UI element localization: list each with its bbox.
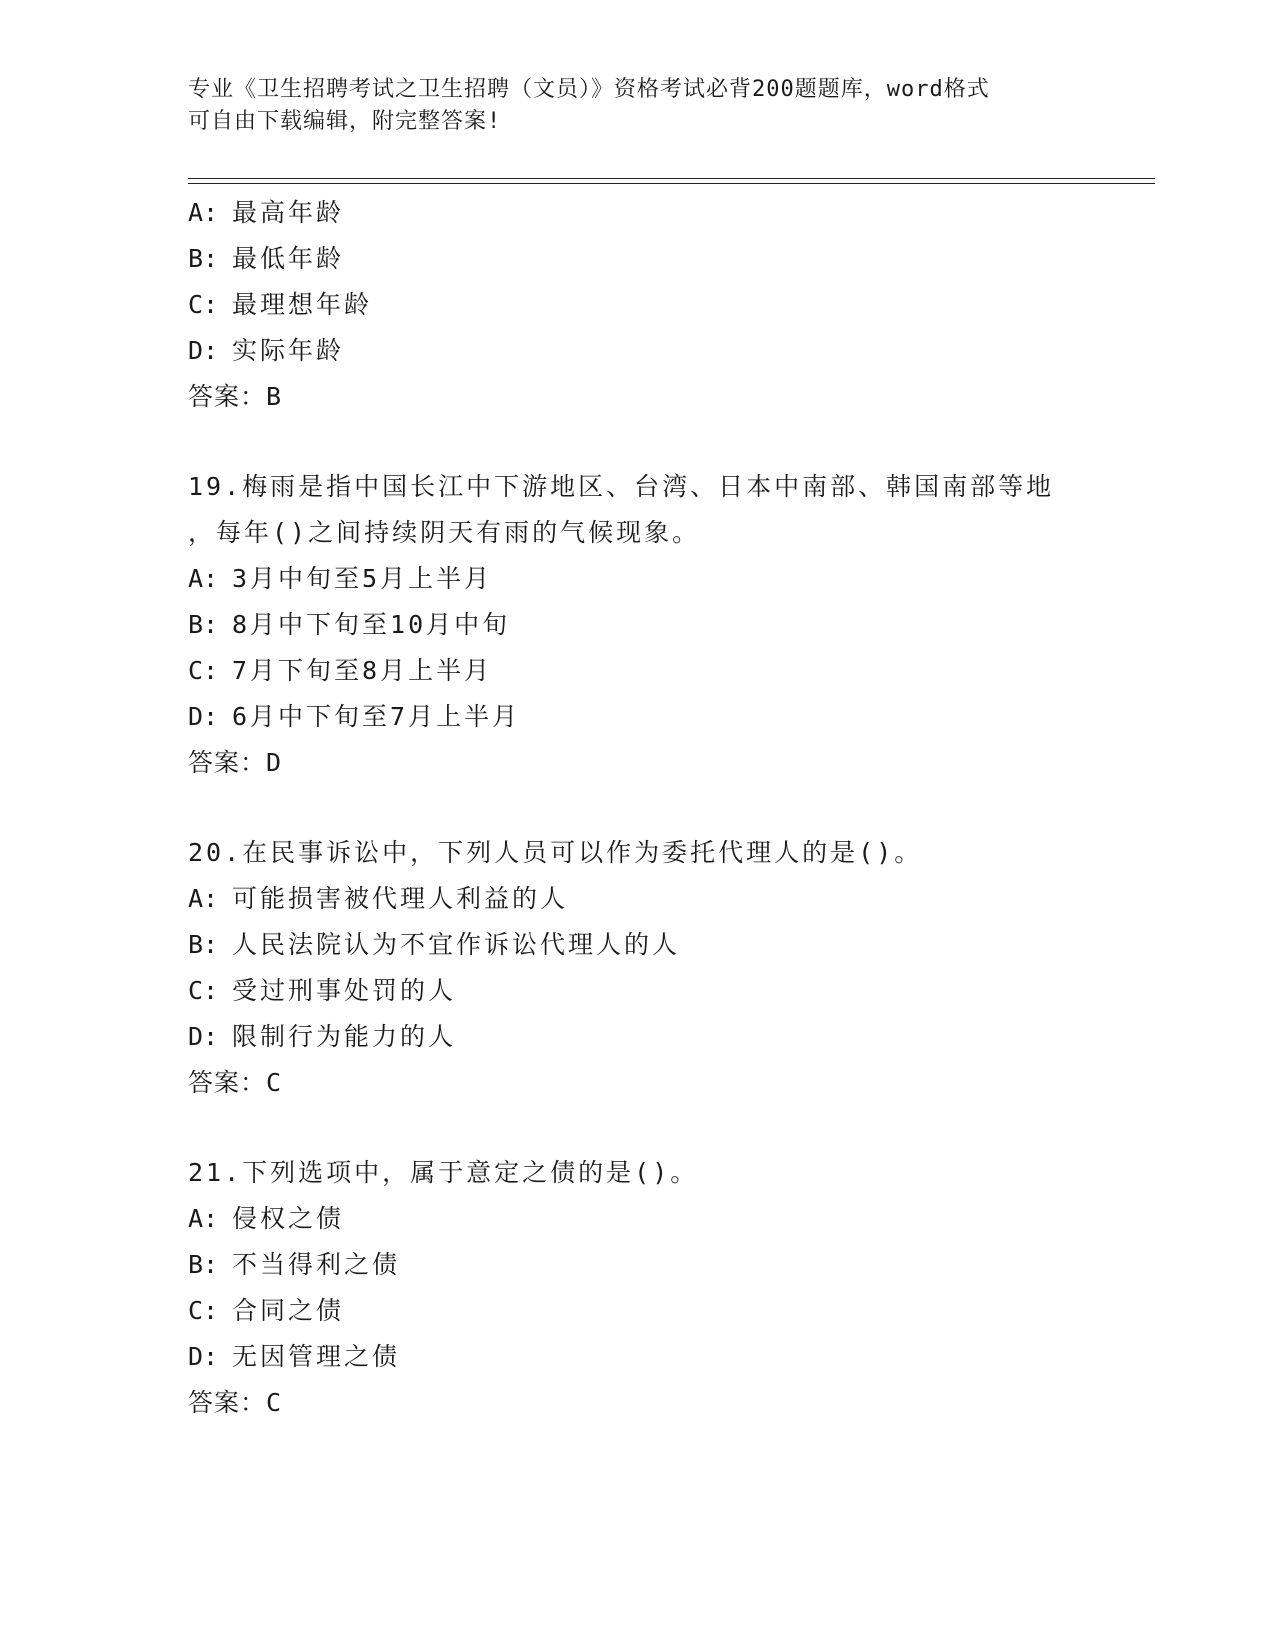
- option-label: A:: [188, 884, 219, 913]
- option-c: [188, 968, 1148, 1014]
- option-label: B:: [188, 610, 219, 639]
- option-b: [188, 1242, 1148, 1288]
- option-text: 限制行为能力的人: [232, 1022, 457, 1051]
- option-label: C:: [188, 976, 219, 1005]
- option-text: 不当得利之债: [232, 1250, 401, 1279]
- answer-line: 答案：B: [188, 382, 283, 411]
- option-label: D:: [188, 1342, 219, 1371]
- option-label: C:: [188, 1296, 219, 1325]
- question-spacer: [188, 1106, 1148, 1150]
- option-label: A:: [188, 564, 219, 593]
- option-d: [188, 1014, 1148, 1060]
- option-b: [188, 922, 1148, 968]
- answer-line: 答案：D: [188, 748, 283, 777]
- question-20: [188, 830, 1148, 1106]
- option-label: A:: [188, 1204, 219, 1233]
- option-label: B:: [188, 244, 219, 273]
- option-text: 6月中下旬至7月上半月: [232, 702, 521, 731]
- option-text: 可能损害被代理人利益的人: [232, 884, 569, 913]
- header-title-line-1: 专业《卫生招聘考试之卫生招聘（文员）》资格考试必背200题题库，word格式: [188, 77, 990, 102]
- option-text: 最高年龄: [232, 198, 345, 227]
- option-d: [188, 694, 1148, 740]
- header-divider-top: [188, 178, 1155, 179]
- option-label: C:: [188, 656, 219, 685]
- option-a: [188, 190, 1148, 236]
- option-text: 3月中旬至5月上半月: [232, 564, 493, 593]
- header-divider-bottom: [188, 183, 1155, 184]
- option-c: [188, 648, 1148, 694]
- question-spacer: [188, 420, 1148, 464]
- option-label: A:: [188, 198, 219, 227]
- option-text: 人民法院认为不宜作诉讼代理人的人: [232, 930, 681, 959]
- option-text: 受过刑事处罚的人: [232, 976, 457, 1005]
- question-18: [188, 190, 1148, 420]
- option-label: B:: [188, 1250, 219, 1279]
- question-19: [188, 464, 1148, 786]
- option-d: [188, 1334, 1148, 1380]
- answer-line: 答案：C: [188, 1068, 283, 1097]
- option-d: [188, 328, 1148, 374]
- question-21: [188, 1150, 1148, 1426]
- option-text: 最低年龄: [232, 244, 345, 273]
- option-label: B:: [188, 930, 219, 959]
- option-text: 合同之债: [232, 1296, 345, 1325]
- option-a: [188, 556, 1148, 602]
- option-a: [188, 1196, 1148, 1242]
- option-label: D:: [188, 1022, 219, 1051]
- option-text: 最理想年龄: [232, 290, 373, 319]
- option-text: 侵权之债: [232, 1204, 345, 1233]
- question-stem-line-2: ，每年()之间持续阴天有雨的气候现象。: [188, 518, 701, 547]
- question-spacer: [188, 786, 1148, 830]
- header-title-line-2: 可自由下载编辑，附完整答案!: [188, 109, 502, 134]
- option-label: D:: [188, 336, 219, 365]
- answer-line: 答案：C: [188, 1388, 283, 1417]
- question-stem-line-1: 19.梅雨是指中国长江中下游地区、台湾、日本中南部、韩国南部等地: [188, 472, 1055, 501]
- option-text: 8月中下旬至10月中旬: [232, 610, 511, 639]
- option-text: 实际年龄: [232, 336, 345, 365]
- option-label: C:: [188, 290, 219, 319]
- option-a: [188, 876, 1148, 922]
- document-header: [188, 74, 1088, 138]
- option-label: D:: [188, 702, 219, 731]
- option-b: [188, 236, 1148, 282]
- option-text: 无因管理之债: [232, 1342, 401, 1371]
- option-c: [188, 282, 1148, 328]
- option-c: [188, 1288, 1148, 1334]
- option-text: 7月下旬至8月上半月: [232, 656, 493, 685]
- question-stem-line-1: 20.在民事诉讼中，下列人员可以作为委托代理人的是()。: [188, 838, 923, 867]
- question-content: [188, 190, 1148, 1426]
- question-stem-line-1: 21.下列选项中，属于意定之债的是()。: [188, 1158, 699, 1187]
- option-b: [188, 602, 1148, 648]
